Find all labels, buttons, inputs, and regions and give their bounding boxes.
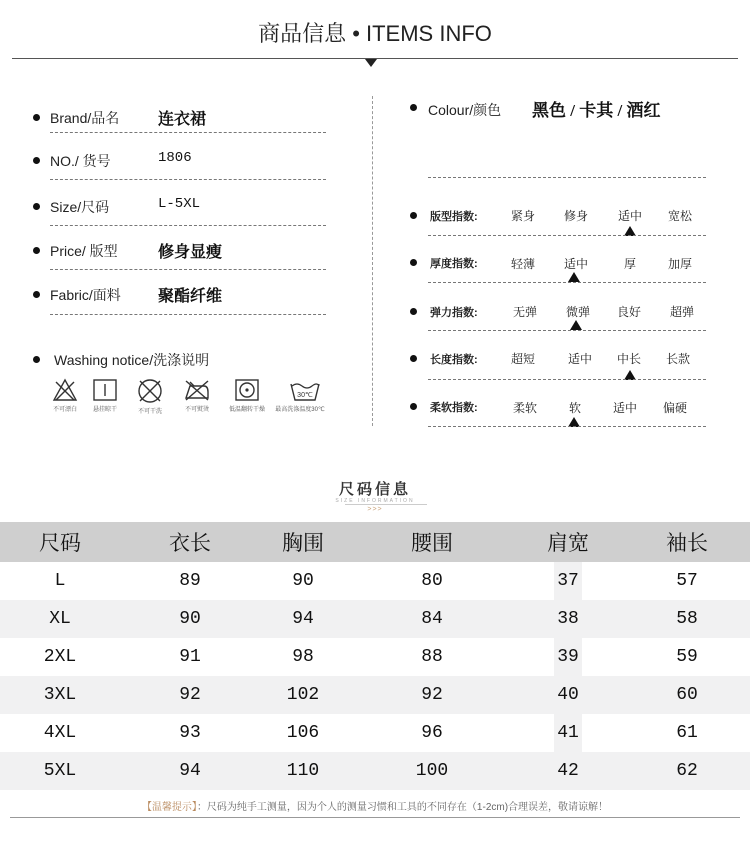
bullet-icon [33,114,40,121]
table-cell: XL [49,609,71,629]
index-option: 宽松 [667,209,693,223]
size-label: Size/尺码 [50,199,110,215]
bullet-icon [33,157,40,164]
table-row [0,714,750,752]
header-arrow-icon [365,59,377,67]
table-cell: 40 [557,685,579,705]
no-wash-icon [136,378,164,404]
colour-label: Colour/颜色 [428,102,502,118]
size-value: L-5XL [158,196,201,212]
table-cell: 96 [421,723,443,743]
care-label: 不可干洗 [137,409,162,415]
fabric-value: 聚酯纤维 [158,288,223,305]
elasticity-index-label: 弹力指数: [430,307,478,319]
table-cell: 100 [415,761,449,781]
index-option: 超弹 [669,305,695,319]
care-label: 不可熨烫 [184,407,209,413]
care-label: 不可漂白 [52,407,77,413]
table-cell: 3XL [43,685,77,705]
index-option: 良好 [616,305,642,319]
table-cell: 37 [557,571,579,591]
column-divider [372,96,373,426]
tumble-dry-low-icon [234,378,260,402]
size-section-subtitle: SIZE INFORMATION [335,498,415,504]
size-table-header [0,522,750,562]
table-cell: 39 [557,647,579,667]
length-index-label: 长度指数: [430,354,478,366]
bottom-divider [10,817,740,818]
table-cell: 89 [179,571,201,591]
table-row [0,600,750,638]
header-cell: 尺码 [39,532,81,555]
bullet-icon [33,203,40,210]
dotted-separator [50,132,326,133]
colour-value: 黑色 / 卡其 / 酒红 [532,101,661,120]
dotted-separator [428,330,706,331]
index-option: 修身 [563,209,589,223]
dotted-separator [428,282,706,283]
index-option: 超短 [510,352,536,366]
table-cell: 62 [676,761,698,781]
bullet-icon [33,247,40,254]
table-cell: 98 [292,647,314,667]
table-cell: 42 [557,761,579,781]
care-item [174,378,220,413]
fit-index-label: 版型指数: [430,211,478,223]
table-cell: 92 [421,685,443,705]
bullet-icon [410,403,417,410]
no-bleach-icon [52,378,78,402]
index-option: 柔软 [512,401,538,415]
wash-temp-text: 30℃ [297,392,313,399]
header-cell: 肩宽 [547,532,589,555]
no-iron-icon [182,378,212,402]
tip-prefix: 【温馨提示】 [141,802,197,813]
care-item [127,378,173,415]
dotted-separator [50,179,326,180]
header-cell: 胸围 [282,532,324,555]
care-item [224,378,270,413]
table-cell: 80 [421,571,443,591]
table-cell: L [54,571,66,591]
index-option: 适中 [563,257,589,271]
elasticity-index-marker-icon [570,320,582,330]
tip-text: ：尺码为纯手工测量，因为个人的测量习惯和工具的不同存在（1-2cm)合理误差，敬请谅解！ [196,802,609,813]
wash-30-icon [289,378,321,402]
table-cell: 90 [292,571,314,591]
care-label: 悬挂晾干 [92,407,117,413]
care-item [82,378,128,413]
dotted-separator [428,235,706,236]
header-cell: 衣长 [169,532,211,555]
table-row [0,752,750,790]
bullet-icon [410,308,417,315]
index-option: 长款 [665,352,691,366]
fit-label: Price/ 版型 [50,243,118,259]
table-cell: 41 [557,723,579,743]
item-number-value: 1806 [158,150,192,166]
index-option: 微弹 [565,305,591,319]
page-title: 商品信息 • ITEMS INFO [258,21,492,46]
table-cell: 93 [179,723,201,743]
dotted-separator [428,379,706,380]
brand-label: Brand/品名 [50,110,120,126]
hang-dry-icon [92,378,118,402]
table-cell: 92 [179,685,201,705]
thickness-index-label: 厚度指数: [430,258,478,270]
table-cell: 38 [557,609,579,629]
bullet-icon [410,212,417,219]
fabric-label: Fabric/面料 [50,287,121,303]
bullet-icon [410,355,417,362]
bullet-icon [33,356,40,363]
header-cell: 腰围 [411,532,453,555]
size-section-divider [345,504,427,505]
size-table [0,522,750,790]
index-option: 软 [568,401,582,415]
index-option: 偏硬 [662,401,688,415]
table-cell: 84 [421,609,443,629]
fit-value: 修身显瘦 [158,244,223,261]
table-cell: 57 [676,571,698,591]
table-cell: 4XL [43,723,77,743]
table-row [0,562,750,600]
table-row [0,638,750,676]
table-cell: 94 [292,609,314,629]
table-row [0,676,750,714]
index-option: 适中 [612,401,638,415]
table-cell: 2XL [43,647,77,667]
care-label: 低温翻转干燥 [228,407,265,413]
table-cell: 88 [421,647,443,667]
index-option: 厚 [623,257,637,271]
table-cell: 106 [286,723,320,743]
chevrons-icon: >>> [367,506,383,513]
thickness-index-marker-icon [568,272,580,282]
table-cell: 61 [676,723,698,743]
bullet-icon [33,291,40,298]
dotted-separator [428,426,706,427]
bullet-icon [410,104,417,111]
index-option: 适中 [617,209,643,223]
washing-label: Washing notice/洗涤说明 [54,352,210,368]
index-option: 紧身 [510,209,536,223]
bullet-icon [410,259,417,266]
table-cell: 58 [676,609,698,629]
dotted-separator [50,269,326,270]
index-option: 中长 [616,352,642,366]
table-cell: 90 [179,609,201,629]
index-option: 无弹 [512,305,538,319]
table-cell: 60 [676,685,698,705]
table-cell: 59 [676,647,698,667]
table-cell: 91 [179,647,201,667]
table-cell: 5XL [43,761,77,781]
dotted-separator [50,314,326,315]
dotted-separator [428,177,706,178]
table-cell: 94 [179,761,201,781]
item-number-label: NO./ 货号 [50,153,111,169]
size-tip [0,798,750,813]
header-cell: 袖长 [666,532,708,555]
table-cell: 102 [286,685,320,705]
care-label: 最高洗涤温度30℃ [275,407,325,413]
care-item [275,378,328,413]
index-option: 轻薄 [510,257,536,271]
table-cell: 110 [286,761,320,781]
index-option: 适中 [567,352,593,366]
brand-value: 连衣裙 [158,111,207,128]
size-section-title: 尺码信息 [338,481,411,498]
softness-index-label: 柔软指数: [430,402,478,414]
dotted-separator [50,225,326,226]
index-option: 加厚 [667,257,693,271]
